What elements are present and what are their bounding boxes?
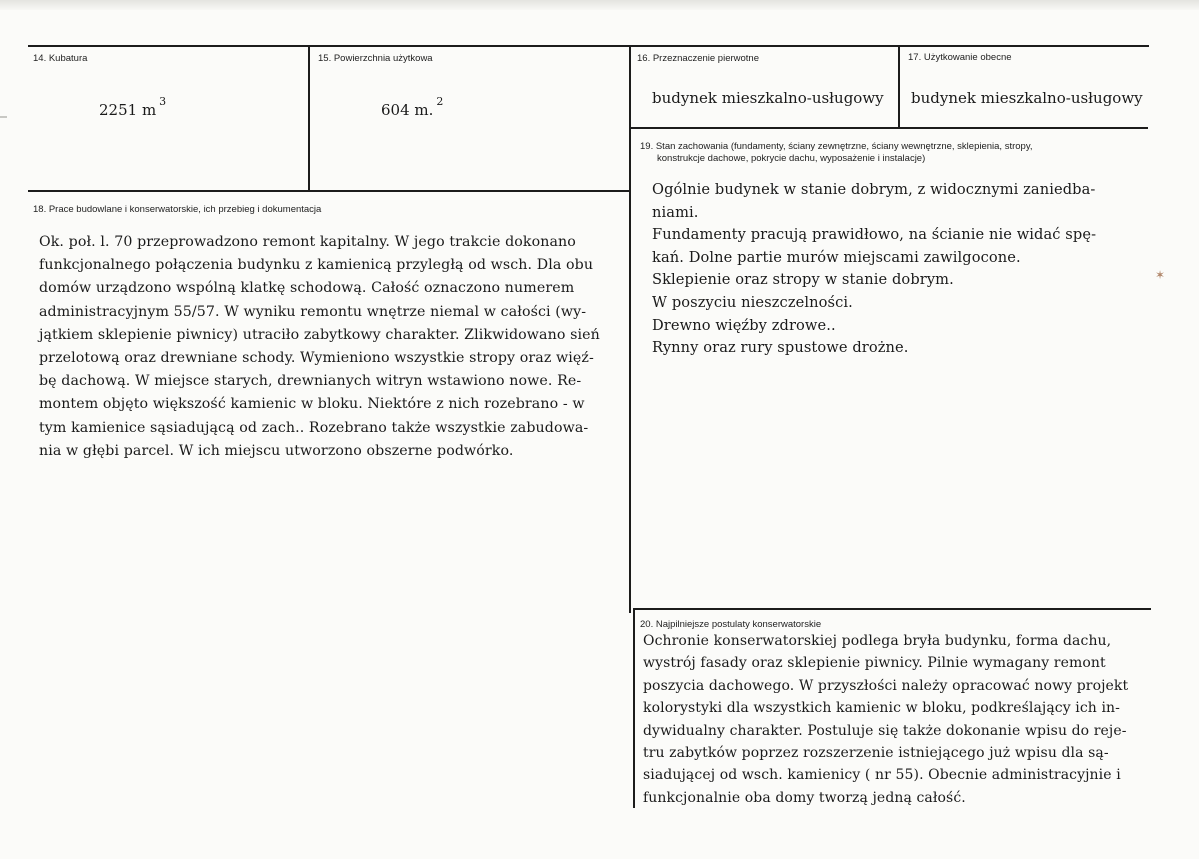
field-19-text (652, 179, 1147, 360)
field-18-line: tym kamienice sąsiadującą od zach.. Rozebrano także wszystkie zabudowa- (39, 419, 589, 436)
field-18-line: nia w głębi parcel. W ich miejscu utworzono obszerne podwórko. (39, 442, 514, 459)
field-15-value (381, 95, 444, 119)
field-16-label: 16. Przeznaczenie pierwotne (637, 53, 759, 64)
field-14-label: 14. Kubatura (33, 53, 88, 64)
field-19-line: Rynny oraz rury spustowe drożne. (652, 339, 909, 357)
field-19-line: Drewno więźby zdrowe.. (652, 316, 836, 334)
field-18-line: Ok. poł. l. 70 przeprowadzono remont kapitalny. W jego trakcie dokonano (39, 234, 576, 250)
field-20-line: kolorystyki dla wszystkich kamienic w bloku, podkreślający ich in- (643, 700, 1120, 717)
field-16-value: budynek mieszkalno-usługowy (652, 89, 884, 107)
field-18-line: domów urządzono wspólną klatkę schodową. Całość oznaczono numerem (39, 280, 575, 297)
field-17-value: budynek mieszkalno-usługowy (911, 89, 1143, 107)
field-18-line: administracyjnym 55/57. W wyniku remontu wnętrze niemal w całości (wy- (39, 303, 587, 320)
field-20-line: Ochronie konserwatorskiej podlega bryła budynku, forma dachu, (643, 633, 1112, 649)
main-column-divider (629, 45, 631, 613)
top-border (28, 45, 1149, 47)
field-15-label: 15. Powierzchnia użytkowa (318, 53, 433, 64)
field-19-line: Ogólnie budynek w stanie dobrym, z widocznymi zaniedba- (652, 181, 1096, 198)
field-19-line: kań. Dolne partie murów miejscami zawilgocone. (652, 248, 1021, 266)
area-unit-exponent: 2 (436, 95, 444, 108)
field-19-line: Sklepienie oraz stropy w stanie dobrym. (652, 271, 954, 289)
field-19-label-line-1: 19. Stan zachowania (fundamenty, ściany zewnętrzne, ściany wewnętrzne, sklepienia, stropy, (640, 141, 1033, 152)
field-18-line: bę dachową. W miejsce starych, drewnianych witryn wstawiono nowe. Re- (39, 373, 582, 390)
divider-16-17 (898, 45, 900, 128)
field-19-line: Fundamenty pracują prawidłowo, na ścianie nie widać spę- (652, 226, 1097, 244)
field-18-line: przelotową oraz drewniane schody. Wymieniono wszystkie stropy oraz więź- (39, 350, 594, 367)
divider-14-15 (308, 45, 310, 192)
field-18-text (39, 231, 629, 463)
field-18-label: 18. Prace budowlane i konserwatorskie, ich przebieg i dokumentacja (33, 204, 322, 215)
field-17-label: 17. Użytkowanie obecne (908, 52, 1012, 63)
paper-stain: ✶ (1155, 268, 1166, 282)
field-19-line: niami. (652, 203, 699, 221)
cubature-value: 2251 m (99, 101, 157, 119)
border-above-20 (633, 608, 1151, 610)
field-18-line: montem objęto większość kamienic w bloku. Niektóre z nich rozebrano - w (39, 396, 585, 413)
border-below-16-17 (629, 127, 1148, 129)
field-20-line: funkcjonalnie oba domy tworzą jedną całość. (643, 789, 966, 806)
field-20-line: poszycia dachowego. W przyszłości należy opracować nowy projekt (643, 677, 1129, 694)
left-border-20 (633, 608, 635, 808)
field-20-line: tru zabytków poprzez rozszerzenie istniejącego już wpisu dla są- (643, 745, 1109, 762)
field-20-line: dywidualny charakter. Postuluje się także dokonanie wpisu do reje- (643, 722, 1127, 739)
field-20-line: wystrój fasady oraz sklepienie piwnicy. Pilnie wymagany remont (643, 655, 1106, 672)
field-20-label: 20. Najpilniejsze postulaty konserwatorskie (640, 619, 822, 630)
field-18-line: jątkiem sklepienie piwnicy) utraciło zabytkowy charakter. Zlikwidowano sień (39, 326, 600, 343)
field-14-value (99, 95, 167, 119)
field-19-label-line-2: konstrukcje dachowe, pokrycie dachu, wyposażenie i instalacje) (657, 153, 926, 164)
cubature-unit-exponent: 3 (159, 95, 167, 108)
field-18-line: funkcjonalnego połączenia budynku z kamienicą przyległą od wsch. Dla obu (39, 257, 594, 274)
field-20-text (643, 630, 1155, 809)
border-below-14-15 (28, 190, 631, 192)
field-19-label (640, 141, 1033, 165)
scan-margin-mark (0, 116, 7, 118)
usable-area-value: 604 m. (381, 101, 434, 119)
field-20-line: siadującej od wsch. kamienicy ( nr 55). Obecnie administracyjnie i (643, 767, 1121, 784)
scan-top-edge (0, 0, 1199, 10)
field-19-line: W poszyciu nieszczelności. (652, 293, 853, 311)
